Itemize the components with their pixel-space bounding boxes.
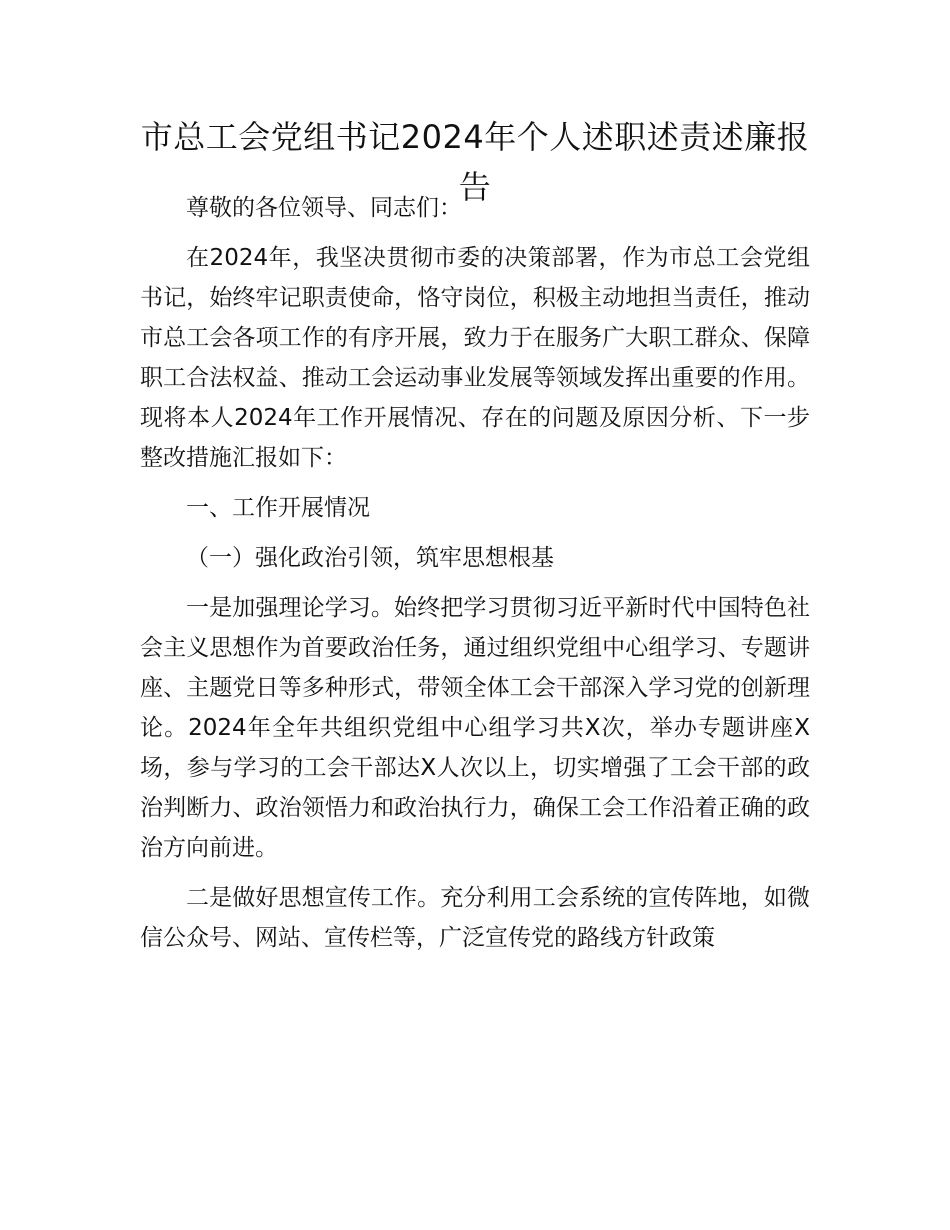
paragraph-theory-study: 一是加强理论学习。始终把学习贯彻习近平新时代中国特色社会主义思想作为首要政治任务，通过组织党组中心组学习、专题讲座、主题党日等多种形式，带领全体工会干部深入学习党的创新理论。2024年全年共组织党组中心组学习共X次，举办专题讲座X场，参与学习的工会干部达X人次以上，切实增强了工会干部的政治判断力、政治领悟力和政治执行力，确保工会工作沿着正确的政治方向前进。 bbox=[140, 595, 810, 861]
salutation: 尊敬的各位领导、同志们： bbox=[186, 195, 462, 221]
section-heading: 一、工作开展情况 bbox=[186, 495, 370, 521]
paragraph-propaganda: 二是做好思想宣传工作。充分利用工会系统的宣传阵地，如微信公众号、网站、宣传栏等，广泛宣传党的路线方针政策 bbox=[140, 885, 810, 951]
subsection-heading: （一）强化政治引领，筑牢思想根基 bbox=[186, 545, 554, 571]
document-title: 市总工会党组书记2024年个人述职述责述廉报告 bbox=[140, 118, 810, 206]
document-body bbox=[140, 188, 810, 958]
intro-paragraph: 在2024年，我坚决贯彻市委的决策部署，作为市总工会党组书记，始终牢记职责使命，恪守岗位，积极主动地担当责任，推动市总工会各项工作的有序开展，致力于在服务广大职工群众、保障职工合法权益、推动工会运动事业发展等领域发挥出重要的作用。现将本人2024年工作开展情况、存在的问题及原因分析、下一步整改措施汇报如下： bbox=[140, 245, 810, 471]
